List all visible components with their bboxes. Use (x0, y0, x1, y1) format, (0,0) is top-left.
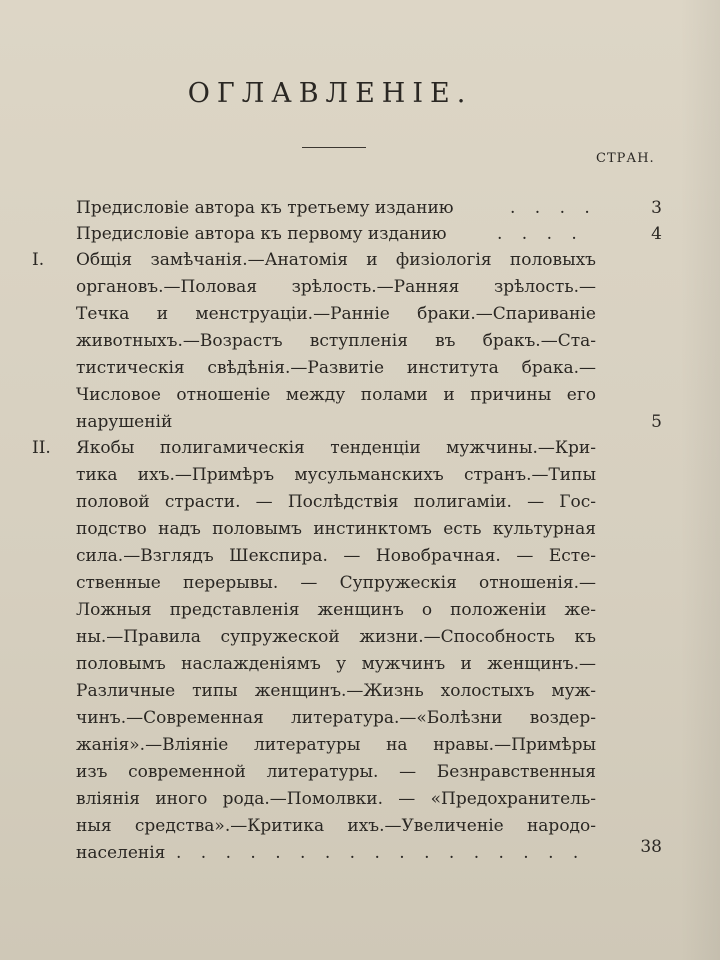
entry-text: Предисловіе автора къ первому изданию (76, 224, 447, 244)
entry-line: половой страсти. — Послѣдствія полигаміи. — Гос- (76, 492, 596, 512)
entry-line: Якобы полигамическія тенденціи мужчины.—Кри- (76, 438, 596, 458)
entry-line: Различные типы женщинъ.—Жизнь холостыхъ муж- (76, 681, 596, 701)
entry-line: органовъ.—Половая зрѣлость.—Ранняя зрѣлость.— (76, 277, 596, 297)
entry-line: изъ современной литературы. — Безнравственныя (76, 762, 596, 782)
page-edge-shadow (680, 0, 720, 960)
page-number: 3 (651, 198, 662, 218)
chapter-number: I. (32, 250, 45, 270)
entry-line: животныхъ.—Возрастъ вступленія въ бракъ.—Ста- (76, 331, 596, 351)
page-number: 4 (651, 224, 662, 244)
entry-line: тика ихъ.—Примѣръ мусульманскихъ странъ.—Типы (76, 465, 596, 485)
entry-line: Ложныя представленія женщинъ о положеніи же- (76, 600, 596, 620)
dot-leader: . . . . (510, 198, 597, 218)
entry-line: чинъ.—Современная литература.—«Болѣзни воздер- (76, 708, 596, 728)
entry-line: нарушеній (76, 412, 173, 432)
entry-line: половымъ наслажденіямъ у мужчинъ и женщинъ.— (76, 654, 596, 674)
entry-line: подство надъ половымъ инстинктомъ есть культурная (76, 519, 596, 539)
dot-leader: . . . . . . . . . . . . . . . . . (176, 843, 586, 863)
entry-line: вліянія иного рода.—Помолвки. — «Предохранитель- (76, 789, 596, 809)
page-number: 5 (651, 412, 662, 432)
entry-line: населенія (76, 843, 166, 863)
chapter-number: II. (32, 438, 51, 458)
page-number: 38 (640, 837, 662, 857)
entry-line: ныя средства».—Критика ихъ.—Увеличеніе народо- (76, 816, 596, 836)
entry-line: ны.—Правила супружеской жизни.—Способность къ (76, 627, 596, 647)
entry-text: Предисловіе автора къ третьему изданию (76, 198, 454, 218)
title-divider (302, 147, 366, 148)
page-title: ОГЛАВЛЕНІЕ. (187, 78, 473, 109)
entry-line: Общія замѣчанія.—Анатомія и физіологія половыхъ (76, 250, 596, 270)
dot-leader: . . . . (497, 224, 584, 244)
entry-line: Течка и менструаціи.—Ранніе браки.—Спариваніе (76, 304, 596, 324)
entry-line: сила.—Взглядъ Шекспира. — Новобрачная. — Есте- (76, 546, 596, 566)
entry-line: ственные перерывы. — Супружескія отношенія.— (76, 573, 596, 593)
entry-line: тистическія свѣдѣнія.—Развитіе института брака.— (76, 358, 596, 378)
entry-line: Числовое отношеніе между полами и причины его (76, 385, 596, 405)
entry-line: жанія».—Вліяніе литературы на нравы.—Примѣры (76, 735, 596, 755)
page-column-label: СТРАН. (596, 151, 655, 166)
